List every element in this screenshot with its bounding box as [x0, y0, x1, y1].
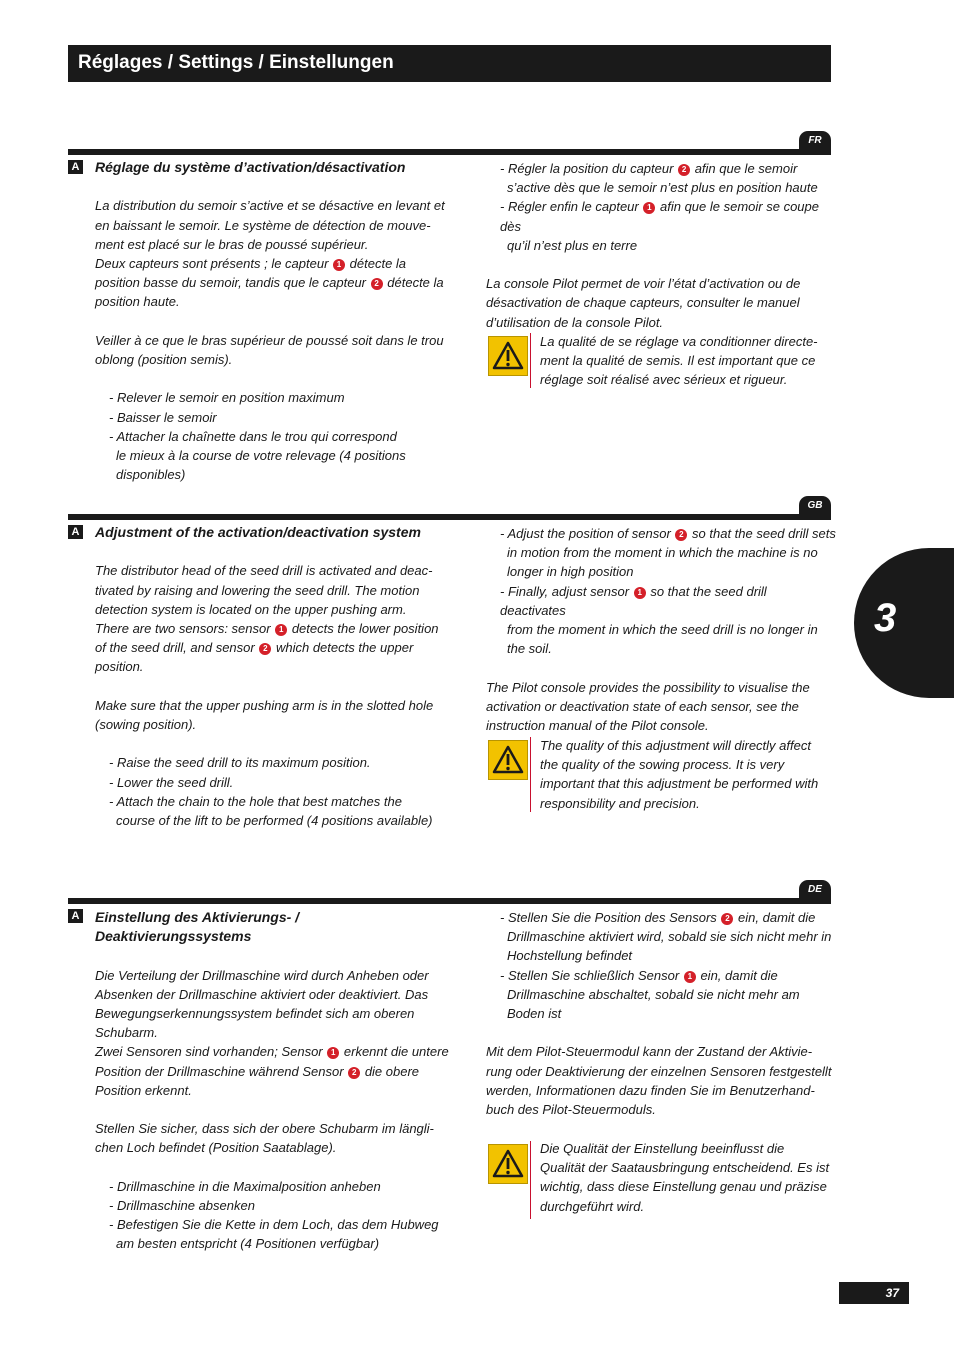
header-bar: [68, 45, 831, 82]
list-item-cont: Boden ist: [507, 1006, 562, 1022]
gb-left-column: [95, 523, 455, 830]
text-line: The distributor head of the seed drill is activated and deac-: [95, 563, 433, 579]
text-line: Deux capteurs sont présents ; le capteur 1 détecte la: [95, 256, 407, 271]
fr-right-column: [486, 159, 836, 332]
section-marker-de: A: [68, 909, 83, 923]
text-line: Die Verteilung der Drillmaschine wird durch Anheben oder: [95, 967, 429, 983]
sensor-badge-1: 1: [333, 259, 345, 271]
text-line: tivated by raising and lowering the seed drill. The motion: [95, 582, 420, 598]
text-line: buch des Pilot-Steuermoduls.: [486, 1102, 656, 1118]
list-item-cont: qu’il n’est plus en terre: [507, 237, 638, 253]
section-heading-gb: Adjustment of the activation/deactivation system: [95, 524, 421, 540]
list-item: - Attacher la chaînette dans le trou qui correspond: [109, 428, 397, 444]
sensor-badge-1: 1: [643, 202, 655, 214]
fr-warning-text: [540, 332, 840, 390]
text-line: durchgeführt wird.: [540, 1198, 645, 1214]
list-item: - Lower the seed drill.: [109, 774, 234, 790]
de-left-column: [95, 908, 455, 1254]
text-line: La distribution du semoir s’active et se désactive en levant et: [95, 198, 445, 214]
list-item-cont: s’active dès que le semoir n’est plus en position haute: [507, 180, 818, 196]
section-rule-fr: [68, 149, 831, 155]
list-item: - Stellen Sie die Position des Sensors 2 ein, damit die: [500, 910, 816, 925]
text-line: position basse du semoir, tandis que le capteur 2 détecte la: [95, 275, 444, 291]
warning-rule: [530, 1141, 531, 1219]
sensor-badge-1: 1: [275, 624, 287, 636]
text-line: ment la qualité de semis. Il est important que ce: [540, 353, 816, 369]
text-line: The quality of this adjustment will directly affect: [540, 738, 811, 753]
text-line: Mit dem Pilot-Steuermodul kann der Zustand der Aktivie-: [486, 1044, 813, 1060]
fr-left-column: [95, 158, 455, 484]
gb-right-column: [486, 524, 836, 735]
text-line: The Pilot console provides the possibility to visualise the: [486, 679, 810, 695]
text-line: detection system is located on the upper pushing arm.: [95, 601, 407, 617]
gb-warning-text: [540, 736, 840, 813]
text-line: Qualität der Saatausbringung entscheidend. Es ist: [540, 1160, 830, 1176]
list-item-cont: disponibles): [116, 467, 186, 483]
list-item: - Régler la position du capteur 2 afin que le semoir: [500, 161, 798, 176]
text-line: important that this adjustment be performed with: [540, 776, 819, 792]
text-line: position haute.: [95, 294, 180, 310]
list-item: - Stellen Sie schließlich Sensor 1 ein, damit die: [500, 967, 778, 983]
section-heading-de-cont: Deaktivierungssystems: [95, 928, 252, 945]
sensor-badge-2: 2: [259, 643, 271, 655]
text-line: Stellen Sie sicher, dass sich der obere Schubarm im längli-: [95, 1121, 434, 1137]
sensor-badge-2: 2: [675, 529, 687, 541]
text-line: oblong (position semis).: [95, 352, 233, 367]
text-line: (sowing position).: [95, 717, 197, 732]
list-item-cont: Drillmaschine aktiviert wird, sobald sie sich nicht mehr in: [507, 929, 832, 945]
text-line: position.: [95, 659, 144, 675]
text-line: activation or deactivation state of each sensor, see the: [486, 698, 799, 714]
list-item-cont: Drillmaschine abschaltet, sobald sie nicht mehr am: [507, 986, 800, 1002]
warning-triangle-icon: [488, 1144, 528, 1184]
text-line: La console Pilot permet de voir l’état d’activation ou de: [486, 276, 801, 292]
de-warning-text: [540, 1139, 840, 1216]
text-line: ment est placé sur le bras de poussé supérieur.: [95, 236, 369, 252]
list-item-cont: in motion from the moment in which the machine is no: [507, 545, 818, 561]
text-line: chen Loch befindet (Position Saatablage).: [95, 1140, 337, 1156]
list-item: - Drillmaschine absenken: [109, 1198, 255, 1213]
section-marker-gb: A: [68, 525, 83, 539]
section-rule-gb: [68, 514, 831, 520]
text-line: Veiller à ce que le bras supérieur de poussé soit dans le trou: [95, 332, 444, 348]
list-item-cont: Hochstellung befindet: [507, 948, 633, 964]
chapter-tab: [854, 548, 954, 698]
list-item-cont: am besten entspricht (4 Positionen verfügbar): [116, 1236, 380, 1252]
text-line: désactivation de chaque capteurs, consulter le manuel: [486, 295, 800, 311]
section-heading-fr: Réglage du système d’activation/désactivation: [95, 159, 406, 175]
list-item: - Adjust the position of sensor 2 so that the seed drill sets: [500, 526, 836, 541]
text-line: werden, Informationen dazu finden Sie im Benutzerhand-: [486, 1082, 815, 1098]
text-line: réglage soit réalisé avec sérieux et rigueur.: [540, 372, 788, 388]
page-number: 37: [839, 1282, 909, 1304]
list-item: - Befestigen Sie die Kette in dem Loch, das dem Hubweg: [109, 1217, 439, 1233]
text-line: Die Qualität der Einstellung beeinflusst die: [540, 1141, 785, 1156]
list-item: - Relever le semoir en position maximum: [109, 390, 345, 406]
warning-triangle-icon: [488, 336, 528, 376]
sensor-badge-2: 2: [348, 1067, 360, 1079]
text-line: d’utilisation de la console Pilot.: [486, 314, 664, 330]
text-line: La qualité de se réglage va conditionner directe-: [540, 334, 818, 349]
list-item: - Drillmaschine in die Maximalposition anheben: [109, 1178, 381, 1194]
text-line: Position der Drillmaschine während Sensor 2 die obere: [95, 1063, 420, 1079]
list-item: - Régler enfin le capteur 1 afin que le semoir se coupe dès: [500, 199, 819, 234]
sensor-badge-1: 1: [634, 587, 646, 599]
list-item-cont: from the moment in which the seed drill is no longer in: [507, 622, 818, 638]
sensor-badge-1: 1: [327, 1047, 339, 1059]
text-line: Make sure that the upper pushing arm is in the slotted hole: [95, 697, 434, 713]
text-line: Position erkennt.: [95, 1082, 192, 1098]
text-line: There are two sensors: sensor 1 detects the lower position: [95, 621, 439, 636]
list-item: - Attach the chain to the hole that best matches the: [109, 793, 402, 809]
text-line: en baissant le semoir. Le système de détection de mouve-: [95, 217, 431, 233]
text-line: rung oder Deaktivierung der einzelnen Sensoren festgestellt: [486, 1063, 832, 1079]
chapter-number: 3: [874, 596, 897, 640]
text-line: the quality of the sowing process. It is very: [540, 757, 785, 773]
list-item: - Raise the seed drill to its maximum position.: [109, 755, 371, 771]
warning-rule: [530, 333, 531, 388]
text-line: instruction manual of the Pilot console.: [486, 718, 709, 734]
text-line: wichtig, dass diese Einstellung genau und präzise: [540, 1179, 827, 1195]
warning-triangle-icon: [488, 740, 528, 780]
list-item-cont: the soil.: [507, 641, 552, 657]
sensor-badge-2: 2: [678, 164, 690, 176]
page-title: Réglages / Settings / Einstellungen: [78, 52, 394, 73]
lang-tab-gb: GB: [799, 496, 831, 516]
text-line: responsibility and precision.: [540, 795, 700, 811]
text-line: Absenken der Drillmaschine aktiviert oder deaktiviert. Das: [95, 986, 429, 1002]
sensor-badge-2: 2: [721, 913, 733, 925]
lang-tab-fr: FR: [799, 131, 831, 151]
sensor-badge-2: 2: [371, 278, 383, 290]
de-right-column: [486, 908, 841, 1119]
text-line: of the seed drill, and sensor 2 which detects the upper: [95, 640, 414, 656]
section-rule-de: [68, 898, 831, 904]
text-line: Bewegungserkennungssystem befindet sich am oberen: [95, 1006, 415, 1021]
sensor-badge-1: 1: [684, 971, 696, 983]
list-item: - Baisser le semoir: [109, 409, 217, 425]
warning-rule: [530, 737, 531, 812]
list-item: - Finally, adjust sensor 1 so that the seed drill deactivates: [500, 583, 767, 618]
section-marker-fr: A: [68, 160, 83, 174]
list-item-cont: le mieux à la course de votre relevage (4 positions: [116, 448, 406, 463]
list-item-cont: longer in high position: [507, 564, 634, 580]
section-heading-de: Einstellung des Aktivierungs- /: [95, 909, 300, 925]
text-line: Schubarm.: [95, 1025, 158, 1041]
text-line: Zwei Sensoren sind vorhanden; Sensor 1 erkennt die untere: [95, 1044, 449, 1060]
list-item-cont: course of the lift to be performed (4 positions available): [116, 813, 433, 828]
lang-tab-de: DE: [799, 880, 831, 900]
